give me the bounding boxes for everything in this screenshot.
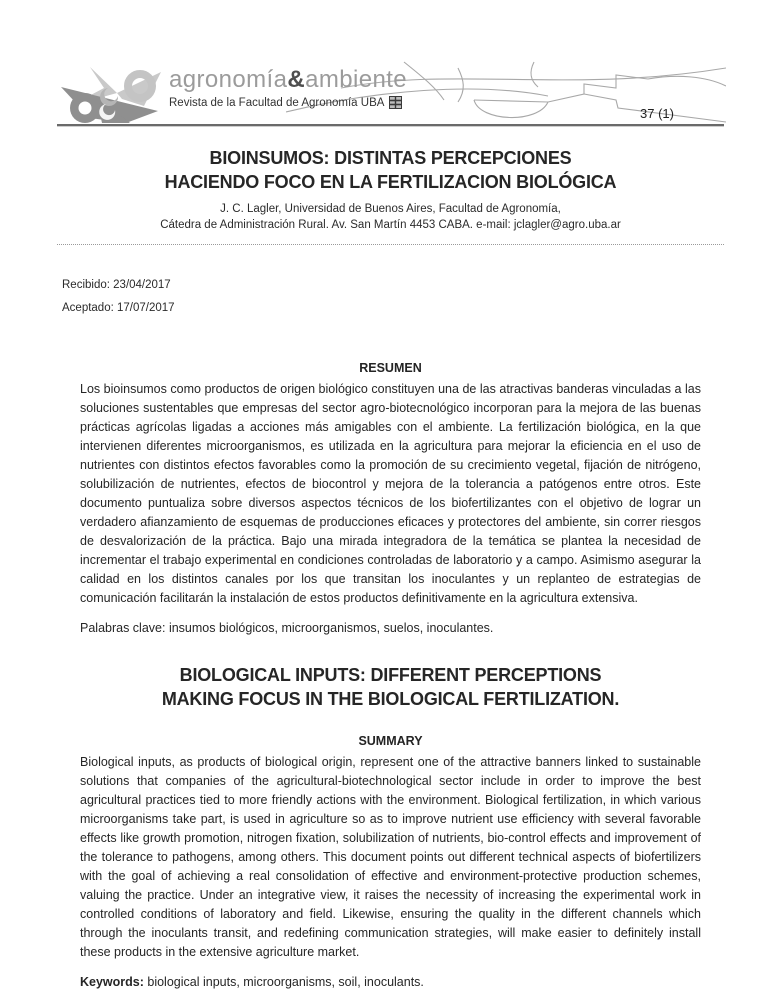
- accepted-date-row: [62, 297, 724, 320]
- keywords-value: biological inputs, microorganisms, soil, inoculants.: [143, 975, 424, 989]
- article-title-es: [57, 146, 724, 194]
- header-rule: [57, 124, 724, 126]
- keywords-label: Keywords:: [80, 975, 144, 989]
- journal-name: [169, 67, 407, 93]
- journal-subtitle: Revista de la Facultad de Agronomía UBA: [169, 96, 385, 109]
- resumen-body: Los bioinsumos como productos de origen biológico constituyen una de las atractivas banderas vinculadas a las soluciones sustentables que empresas del sector agro-biotecnológico incorporan para la mejora de las buenas prácticas agrícolas ligadas a acciones más amigables con el ambiente. La fertilización biológica, en la que intervienen diferentes microorganismos, es utilizada en la agricultura para mejorar la eficiencia en el uso de nutrientes con distintos efectos favorables como la promoción de su crecimiento vegetal, fijación de nitrógeno, solubilización de nutrientes, efectos de biocontrol y mejora de la tolerancia a patógenos entre otros. Este documento puntualiza sobre diversos aspectos técnicos de los biofertilizantes con el objetivo de lograr un verdadero afianzamiento de esquemas de producciones eficaces y protectores del ambiente, sin correr riesgos de desvalorización de la práctica. Bajo una mirada integradora de la temática se plantea la necesidad de incrementar el trabajo experimental en condiciones controladas de laboratorio y a campo. Asimismo asegurar la calidad en los distintos canales por los que transitan los inoculantes y un replanteo de estrategias de comunicación facilitarán la instalación de estos productos definitivamente en la agricultura extensiva.: [80, 382, 701, 605]
- received-label: Recibido:: [62, 279, 110, 291]
- article-title-es-line2: HACIENDO FOCO EN LA FERTILIZACION BIOLÓGICA: [164, 172, 617, 192]
- journal-name-part1: agronomía: [169, 66, 288, 93]
- received-value: 23/04/2017: [109, 279, 171, 291]
- article-title-en-line1: BIOLOGICAL INPUTS: DIFFERENT PERCEPTIONS: [179, 665, 602, 685]
- journal-title-block: [169, 67, 407, 109]
- palabras-clave-value: insumos biológicos, microorganismos, suelos, inoculantes.: [165, 621, 494, 635]
- dotted-rule: [57, 244, 724, 245]
- journal-name-ampersand: &: [287, 66, 306, 93]
- authors-affiliation: [57, 201, 724, 233]
- palabras-clave-line: [80, 619, 701, 638]
- accepted-label: Aceptado:: [62, 302, 114, 314]
- accepted-value: 17/07/2017: [113, 302, 175, 314]
- article-title-es-line1: BIOINSUMOS: DISTINTAS PERCEPCIONES: [209, 148, 572, 168]
- journal-subtitle-row: [169, 96, 407, 109]
- journal-logo-icon: [60, 66, 162, 124]
- manuscript-dates: [62, 274, 724, 320]
- article-title-en-line2: MAKING FOCUS IN THE BIOLOGICAL FERTILIZATION.: [161, 689, 620, 709]
- received-date-row: [62, 274, 724, 297]
- authors-line1: J. C. Lagler, Universidad de Buenos Aires, Facultad de Agronomía,: [220, 203, 561, 215]
- summary-heading: SUMMARY: [358, 734, 423, 748]
- summary-body: Biological inputs, as products of biological origin, represent one of the attractive banners linked to sustainable solutions that companies of the agricultural-biotechnological sector include in order to improve the best agricultural practices tied to more friendly actions with the environment. Biological fertilization, in which various microorganisms take part, is used in agriculture so as to improve nutrient use efficiency with several favorable effects like growth promotion, nitrogen fixation, solubilization of nutrients, bio-control effects and improvement of the tolerance to pathogens, among others. This document points out different technical aspects of biofertilizers with the goal of achieving a real consolidation of effective and environment-protective production schemes, valuing the practice. Under an integrative view, it raises the necessity of increasing the experimental work in controlled conditions of laboratory and field. Likewise, ensuring the quality in the different channels which through the inoculants transit, and redefining communication strategies, will make easier to definitely install these products in the extensive agriculture market.: [80, 755, 701, 959]
- resumen-heading: RESUMEN: [359, 361, 422, 375]
- journal-header: [57, 66, 724, 122]
- journal-name-part2: ambiente: [305, 66, 408, 93]
- issue-number: 37 (1): [640, 106, 674, 121]
- authors-line2: Cátedra de Administración Rural. Av. San Martín 4453 CABA. e-mail: jclagler@agro.uba.ar: [160, 219, 621, 231]
- palabras-clave-label: Palabras clave:: [80, 621, 166, 635]
- article-title-en: [57, 663, 724, 711]
- keywords-line: [80, 973, 701, 992]
- uba-shield-icon: [389, 96, 402, 109]
